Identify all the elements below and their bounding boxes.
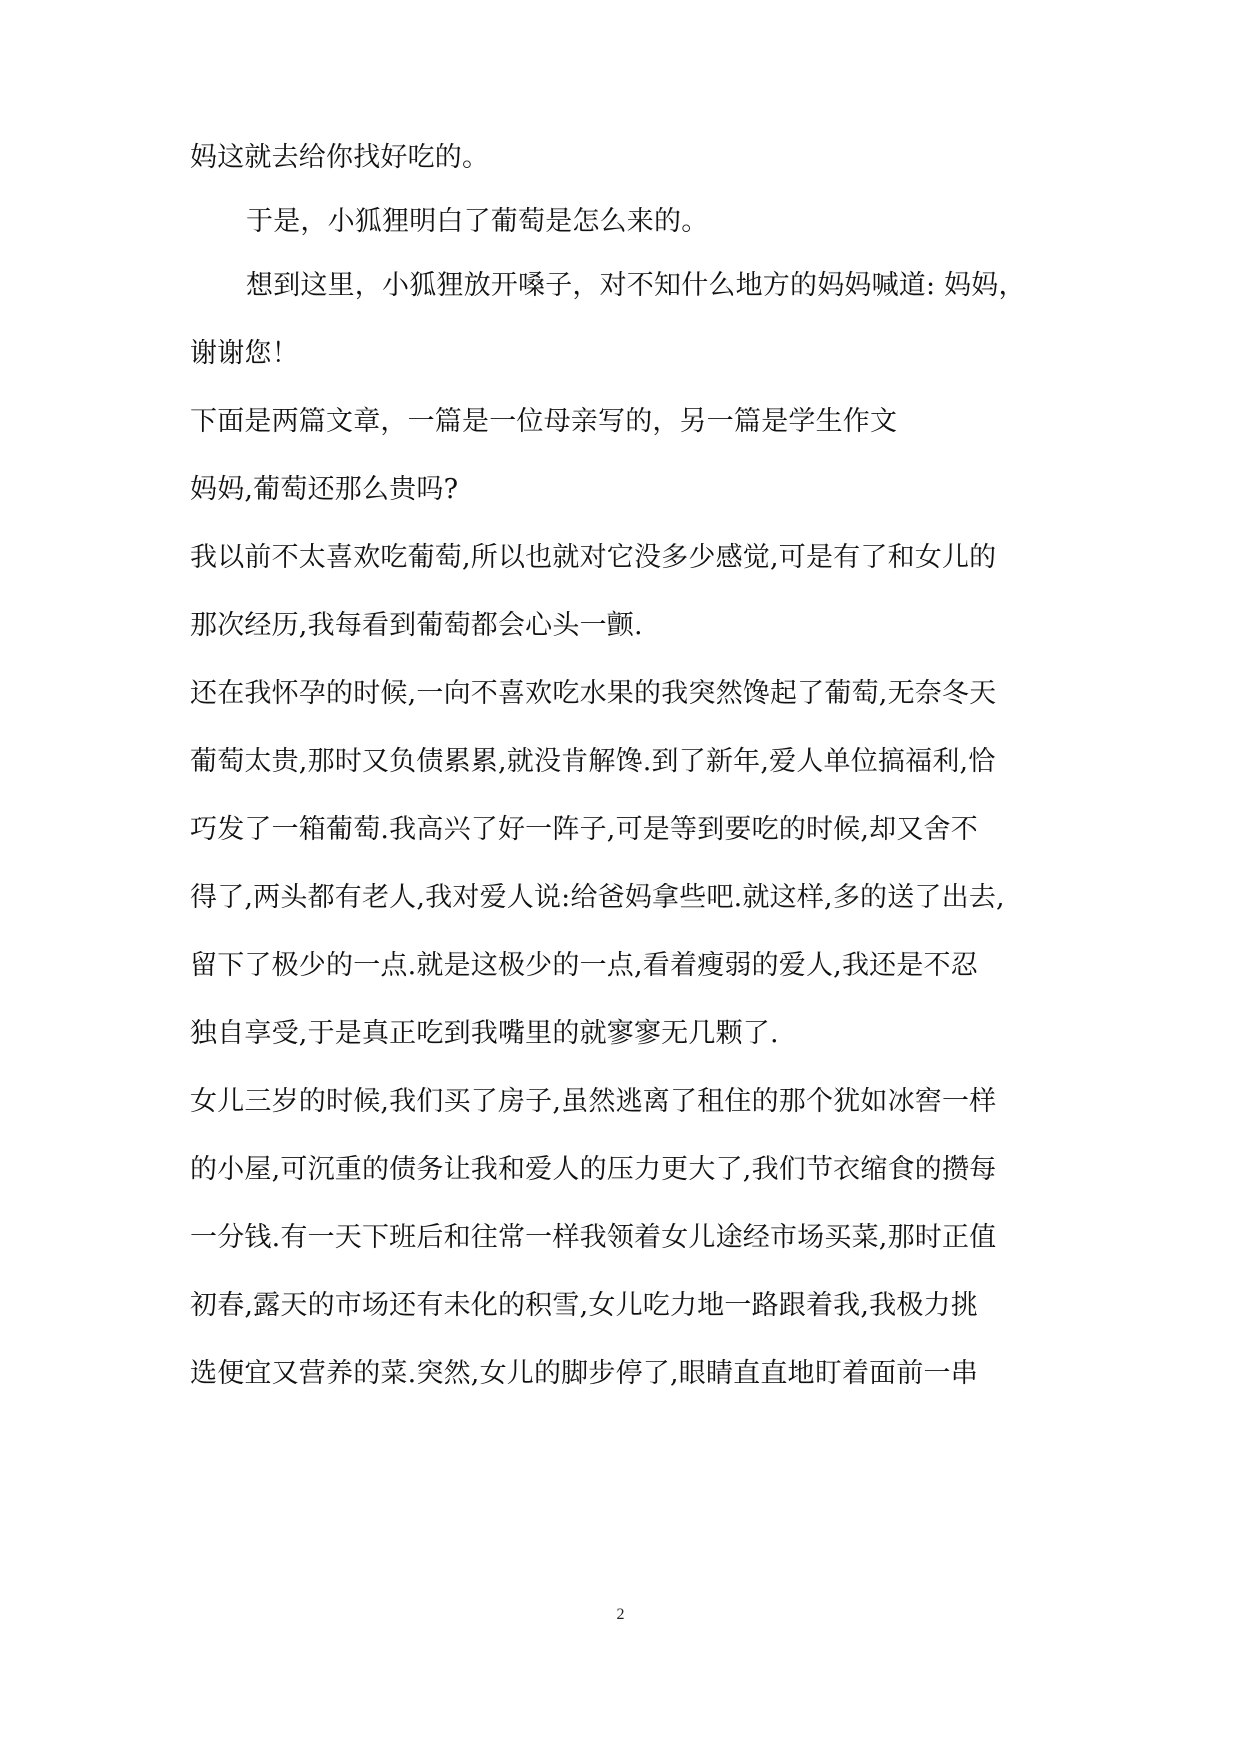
text-line-8: 那次经历,我每看到葡萄都会心头一颤. (190, 610, 643, 641)
text-line-13: 留下了极少的一点.就是这极少的一点,看着瘦弱的爱人,我还是不忍 (190, 950, 978, 981)
text-line-15: 女儿三岁的时候,我们买了房子,虽然逃离了租住的那个犹如冰窖一样 (190, 1086, 997, 1117)
text-line-11: 巧发了一箱葡萄.我高兴了好一阵子,可是等到要吃的时候,却又舍不 (190, 814, 978, 845)
text-line-2: 于是，小狐狸明白了葡萄是怎么来的。 (246, 206, 709, 237)
text-line-3: 想到这里，小狐狸放开嗓子，对不知什么地方的妈妈喊道: 妈妈， (246, 270, 1026, 301)
text-line-17: 一分钱.有一天下班后和往常一样我领着女儿途经市场买菜,那时正值 (190, 1222, 997, 1253)
text-line-7: 我以前不太喜欢吃葡萄,所以也就对它没多少感觉,可是有了和女儿的 (190, 542, 997, 573)
text-line-18: 初春,露天的市场还有未化的积雪,女儿吃力地一路跟着我,我极力挑 (190, 1290, 978, 1321)
text-line-12: 得了,两头都有老人,我对爱人说:给爸妈拿些吧.就这样,多的送了出去, (190, 882, 1005, 913)
text-line-4: 谢谢您！ (190, 338, 299, 369)
text-line-19: 选便宜又营养的菜.突然,女儿的脚步停了,眼睛直直地盯着面前一串 (190, 1358, 978, 1389)
text-line-10: 葡萄太贵,那时又负债累累,就没肯解馋.到了新年,爱人单位搞福利,恰 (190, 746, 996, 777)
page-number: 2 (616, 1606, 625, 1623)
text-line-1: 妈这就去给你找好吃的。 (190, 142, 490, 173)
text-line-5: 下面是两篇文章，一篇是一位母亲写的，另一篇是学生作文 (190, 406, 898, 437)
text-line-9: 还在我怀孕的时候,一向不喜欢吃水果的我突然馋起了葡萄,无奈冬天 (190, 678, 997, 709)
text-line-16: 的小屋,可沉重的债务让我和爱人的压力更大了,我们节衣缩食的攒每 (190, 1154, 997, 1185)
article-title: 妈妈,葡萄还那么贵吗? (190, 474, 459, 505)
text-line-14: 独自享受,于是真正吃到我嘴里的就寥寥无几颗了. (190, 1018, 779, 1049)
